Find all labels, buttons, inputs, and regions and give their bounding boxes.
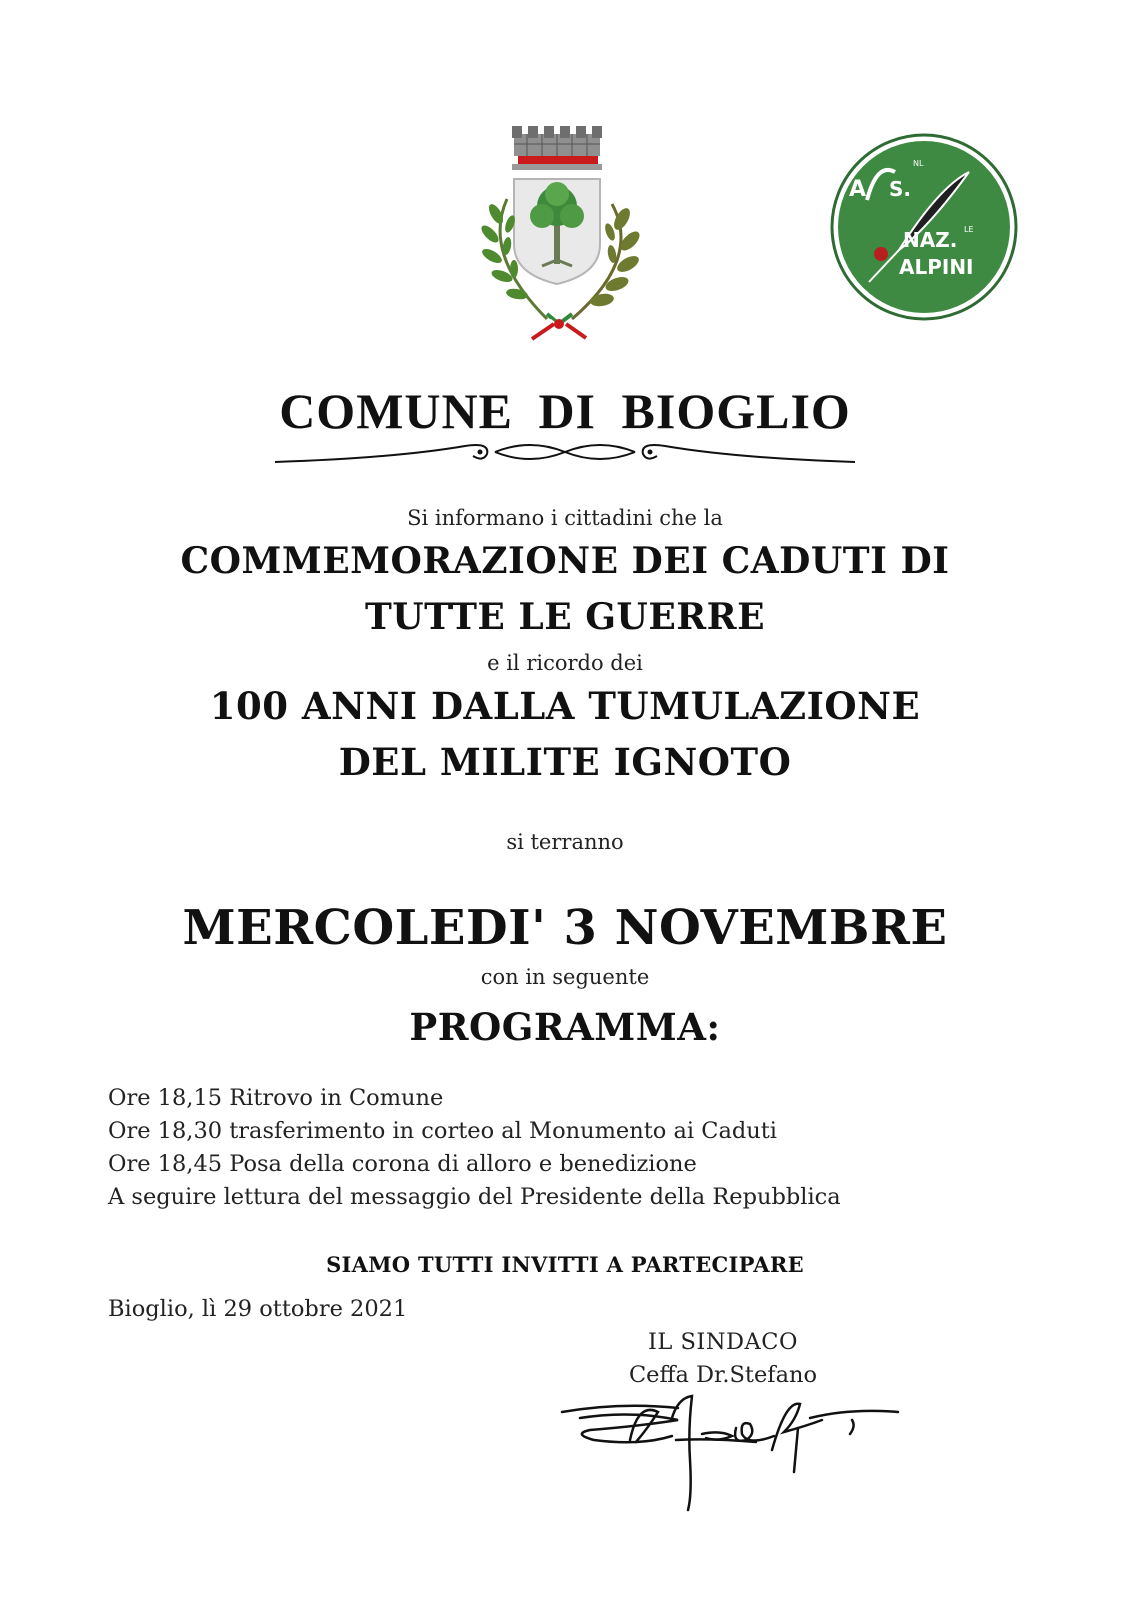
intro-text-1: Si informano i cittadini che la: [407, 506, 723, 530]
place-date: Bioglio, lì 29 ottobre 2021: [108, 1296, 408, 1322]
svg-text:ALPINI: ALPINI: [899, 255, 974, 279]
page-title: COMUNE DI BIOGLIO: [279, 383, 851, 439]
intro-text-4: con in seguente: [480, 965, 650, 989]
program-item: Ore 18,45 Posa della corona di alloro e benedizione: [108, 1151, 697, 1177]
svg-text:LE: LE: [964, 225, 974, 234]
ornamental-divider: [275, 438, 855, 478]
ana-logo-icon: [829, 132, 1019, 322]
coat-of-arms-icon: [462, 124, 662, 344]
signature-icon: [560, 1390, 905, 1515]
intro-text-2: e il ricordo dei: [487, 651, 643, 675]
headline-milite-ignoto: DEL MILITE IGNOTO: [338, 740, 792, 784]
svg-text:A: A: [849, 177, 867, 202]
headline-commemorazione: COMMEMORAZIONE DEI CADUTI DI: [180, 540, 950, 582]
program-item: Ore 18,30 trasferimento in corteo al Monumento ai Caduti: [108, 1118, 778, 1144]
mayor-title: IL SINDACO: [648, 1329, 798, 1355]
intro-text-3: si terranno: [506, 830, 624, 854]
program-heading: PROGRAMMA:: [409, 1005, 721, 1049]
mayor-name: Ceffa Dr.Stefano: [628, 1362, 818, 1388]
program-item: Ore 18,15 Ritrovo in Comune: [108, 1085, 444, 1111]
invitation-text: SIAMO TUTTI INVITTI A PARTECIPARE: [326, 1252, 804, 1277]
program-item: A seguire lettura del messaggio del Presidente della Repubblica: [108, 1184, 841, 1210]
headline-100-anni: 100 ANNI DALLA TUMULAZIONE: [209, 684, 921, 728]
event-date-heading: MERCOLEDI' 3 NOVEMBRE: [182, 900, 948, 956]
svg-text:S.: S.: [889, 177, 912, 201]
svg-text:NL: NL: [913, 159, 924, 168]
program-list: [108, 1082, 841, 1214]
svg-text:NAZ.: NAZ.: [903, 228, 958, 252]
headline-guerre: TUTTE LE GUERRE: [364, 596, 766, 638]
